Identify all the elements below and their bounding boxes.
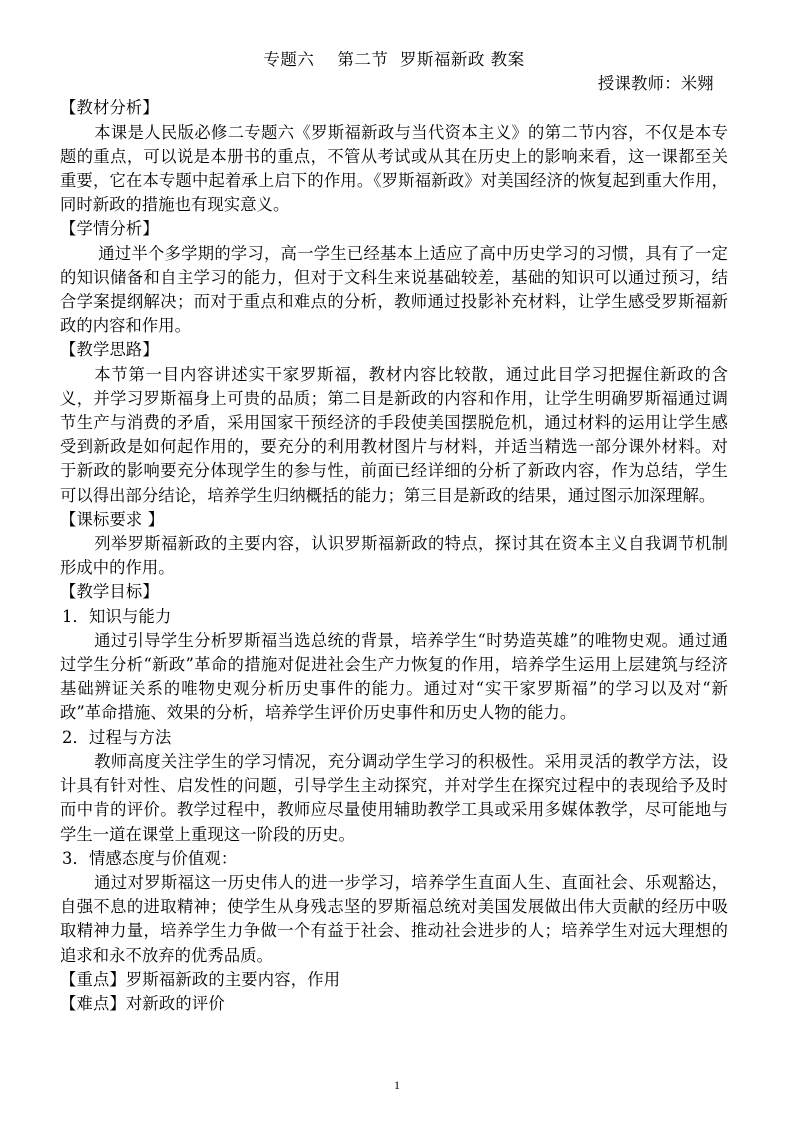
teacher-line: 授课教师：米翙 (597, 74, 714, 94)
key-point-line: 【重点】罗斯福新政的主要内容，作用 (60, 969, 341, 989)
teaching-approach-paragraph: 本节第一目内容讲述实干家罗斯福，教材内容比较散，通过此目学习把握住新政的含义，并学习罗斯福身上可贵的品质；第二目是新政的内容和作用，让学生明确罗斯福通过调节生产与消费的矛盾，采用国家干预经济的手段使美国摆脱危机，通过材料的运用让学生感受到新政是如何起作用的，要充分的利用教材图片与材料，并适当精选一部分课外材料。对于新政的影响要充分体现学生的参与性，前面已经详细的分析了新政内容，作为总结，学生可以得出部分结论，培养学生归纳概括的能力；第三目是新政的结果，通过图示加深理解。 (60, 364, 728, 505)
student-analysis-paragraph: 通过半个多学期的学习，高一学生已经基本上适应了高中历史学习的习惯，具有了一定的知识储备和自主学习的能力，但对于文科生来说基础较差，基础的知识可以通过预习，结合学案提纲解决；而对于重点和难点的分析，教师通过投影补充材料，让学生感受罗斯福新政的内容和作用。 (60, 243, 728, 336)
document-page (60, 48, 728, 1016)
objective-label-process: 2．过程与方法 (62, 727, 172, 747)
difficulty-line: 【难点】对新政的评价 (60, 993, 225, 1013)
objective-paragraph-values: 通过对罗斯福这一历史伟人的进一步学习，培养学生直面人生、直面社会、乐观豁达，自强不息的进取精神；使学生从身残志坚的罗斯福总统对美国发展做出伟大贡献的经历中吸取精神力量，培养学生力争做一个有益于社会、推动社会进步的人；培养学生对远大理想的追求和永不放弃的优秀品质。 (60, 872, 728, 965)
section-heading-standards: 【课标要求 】 (60, 509, 165, 529)
section-heading-students: 【学情分析】 (60, 219, 159, 239)
page-number: 1 (394, 1078, 400, 1092)
document-title: 专题六 第二节 罗斯福新政 教案 (263, 50, 525, 69)
objective-paragraph-process: 教师高度关注学生的学习情况，充分调动学生学习的积极性。采用灵活的教学方法，设计具有针对性、启发性的问题，引导学生主动探究，并对学生在探究过程中的表现给予及时而中肯的评价。教学过程中，教师应尽量使用辅助教学工具或采用多媒体教学，尽可能地与学生一道在课堂上重现这一阶段的历史。 (60, 751, 728, 844)
curriculum-standards-paragraph: 列举罗斯福新政的主要内容，认识罗斯福新政的特点，探讨其在资本主义自我调节机制形成中的作用。 (60, 534, 728, 578)
objective-label-knowledge: 1．知识与能力 (62, 606, 172, 626)
section-heading-textbook: 【教材分析】 (60, 98, 159, 118)
objective-label-values: 3．情感态度与价值观： (62, 848, 238, 868)
section-heading-objectives: 【教学目标】 (60, 582, 159, 602)
section-heading-approach: 【教学思路】 (60, 340, 159, 360)
textbook-analysis-paragraph: 本课是人民版必修二专题六《罗斯福新政与当代资本主义》的第二节内容，不仅是本专题的重点，可以说是本册书的重点，不管从考试或从其在历史上的影响来看，这一课都至关重要，它在本专题中起着承上启下的作用。《罗斯福新政》对美国经济的恢复起到重大作用，同时新政的措施也有现实意义。 (60, 122, 728, 215)
objective-paragraph-knowledge: 通过引导学生分析罗斯福当选总统的背景，培养学生“时势造英雄”的唯物史观。通过通过学生分析“新政”革命的措施对促进社会生产力恢复的作用，培养学生运用上层建筑与经济基础辨证关系的唯物史观分析历史事件的能力。通过对“实干家罗斯福”的学习以及对“新政”革命措施、效果的分析，培养学生评价历史事件和历史人物的能力。 (60, 630, 728, 723)
